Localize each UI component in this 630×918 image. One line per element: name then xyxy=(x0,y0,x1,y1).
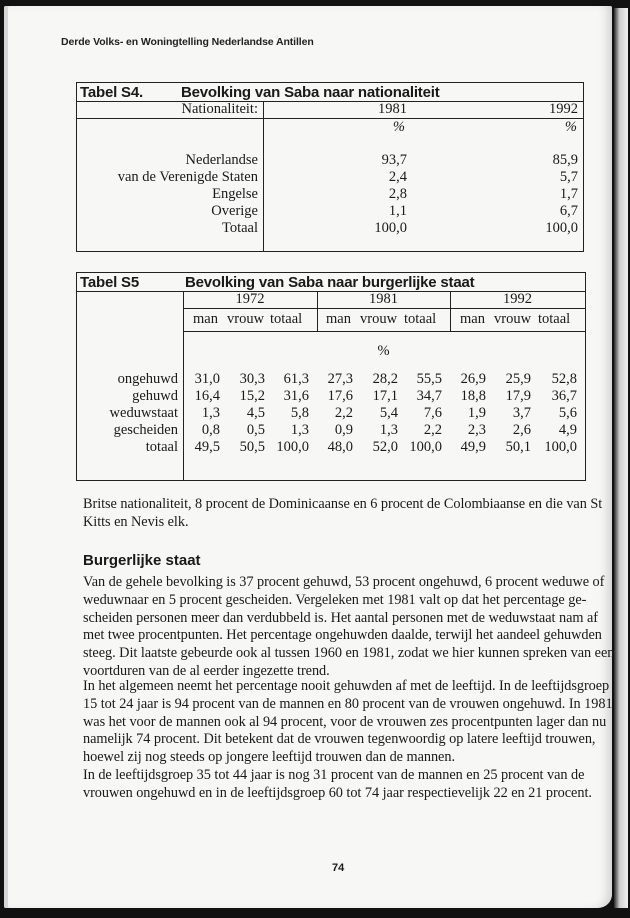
cell: 5,7 xyxy=(559,169,578,185)
row-label: van de Verenigde Staten xyxy=(117,169,258,185)
cell: 18,8 xyxy=(460,388,486,404)
row-label: Nederlandse xyxy=(185,152,258,168)
cell: 4,9 xyxy=(558,422,577,438)
running-head: Derde Volks- en Woningtelling Nederlandse Antillen xyxy=(61,36,314,48)
cell: 2,6 xyxy=(512,422,531,438)
subcol-vrouw: vrouw xyxy=(227,311,265,327)
text-line: Britse nationaliteit, 8 procent de Dominicaanse en 6 procent de Colombiaanse en die van St xyxy=(83,496,603,512)
table-s5-title: Bevolking van Saba naar burgerlijke staat xyxy=(185,274,475,291)
row-label: gescheiden xyxy=(113,422,178,438)
cell: 7,6 xyxy=(423,405,442,421)
subcol-man: man xyxy=(193,311,218,327)
table-s4-col-1992: 1992 xyxy=(549,101,578,117)
table-s4-unit-1992: % xyxy=(564,119,577,135)
row-label: Engelse xyxy=(212,186,258,202)
cell: 15,2 xyxy=(239,388,265,404)
cell: 1,3 xyxy=(379,422,398,438)
cell: 2,2 xyxy=(334,405,353,421)
row-label: ongehuwd xyxy=(117,371,178,387)
text-line: In het algemeen neemt het percentage nooit gehuwden af met de leeftijd. In de leeftijdsgroep xyxy=(83,678,610,694)
table-s4-row-header: Nationaliteit: xyxy=(181,101,258,117)
subcol-vrouw: vrouw xyxy=(494,311,532,327)
text-line: was het voor de mannen ook al 94 procent, voor de vrouwen zes procentpunten lager dan nu xyxy=(83,713,607,730)
row-label: Totaal xyxy=(221,220,258,236)
table-s5-year-1981: 1981 xyxy=(369,291,398,307)
subcol-man: man xyxy=(460,311,485,327)
row-label: totaal xyxy=(145,439,178,455)
subcol-totaal: totaal xyxy=(404,311,437,327)
cell: 100,0 xyxy=(276,439,309,455)
cell: 27,3 xyxy=(327,371,353,387)
cell: 30,3 xyxy=(239,371,265,387)
text-line: scheiden personen meer dan verdubbeld is. Het aantal personen met de weduwstaat nam af xyxy=(83,609,598,626)
cell: 0,8 xyxy=(201,422,220,438)
table-s5-year-1972: 1972 xyxy=(235,291,265,307)
text-line: Van de gehele bevolking is 37 procent gehuwd, 53 procent ongehuwd, 6 procent weduwe of xyxy=(83,574,605,590)
cell: 5,6 xyxy=(558,405,577,421)
cell: 28,2 xyxy=(372,371,398,387)
cell: 2,2 xyxy=(423,422,442,438)
text-line: In de leeftijdsgroep 35 tot 44 jaar is nog 31 procent van de mannen en 25 procent van de xyxy=(83,766,585,783)
cell: 31,0 xyxy=(194,371,220,387)
row-label: Overige xyxy=(211,203,258,219)
text-line: voortduren van de al eerder ingezette trend. xyxy=(83,662,330,679)
book-edge xyxy=(614,8,628,908)
text-line: weduwnaar en 5 procent gescheiden. Vergeleken met 1981 valt op dat het percentage ge- xyxy=(83,591,587,608)
cell: 0,9 xyxy=(334,422,353,438)
text-line: hoewel zij nog steeds op jongere leeftijd trouwen dan de mannen. xyxy=(83,749,455,766)
table-s4-col-1981: 1981 xyxy=(378,101,407,117)
cell: 5,8 xyxy=(290,405,309,421)
cell: 4,5 xyxy=(246,405,265,421)
intro-paragraph xyxy=(83,496,603,532)
cell: 2,4 xyxy=(388,169,407,185)
section-heading: Burgerlijke staat xyxy=(83,552,201,569)
table-s5-label: Tabel S5 xyxy=(80,274,139,291)
cell: 1,1 xyxy=(388,203,407,219)
row-label: gehuwd xyxy=(132,388,178,404)
cell: 17,6 xyxy=(327,388,353,404)
cell: 0,5 xyxy=(246,422,265,438)
cell: 31,6 xyxy=(283,388,309,404)
cell: 52,0 xyxy=(372,439,398,455)
cell: 2,8 xyxy=(388,186,407,202)
cell: 1,7 xyxy=(559,186,578,202)
cell: 17,1 xyxy=(372,388,398,404)
cell: 17,9 xyxy=(505,388,531,404)
page-number: 74 xyxy=(332,862,345,874)
cell: 100,0 xyxy=(374,220,407,236)
table-s4-unit-1981: % xyxy=(392,119,405,135)
row-label: weduwstaat xyxy=(109,405,178,421)
cell: 85,9 xyxy=(552,152,578,168)
cell: 6,7 xyxy=(559,203,578,219)
table-s4-title: Bevolking van Saba naar nationaliteit xyxy=(181,84,440,101)
cell: 50,5 xyxy=(239,439,265,455)
cell: 2,3 xyxy=(467,422,486,438)
cell: 48,0 xyxy=(327,439,353,455)
cell: 49,5 xyxy=(194,439,220,455)
cell: 1,9 xyxy=(467,405,486,421)
paragraph-2 xyxy=(83,678,613,803)
cell: 3,7 xyxy=(512,405,531,421)
cell: 100,0 xyxy=(545,220,578,236)
text-line: Kitts en Nevis elk. xyxy=(83,513,189,530)
cell: 49,9 xyxy=(460,439,486,455)
cell: 16,4 xyxy=(194,388,220,404)
table-s4-label: Tabel S4. xyxy=(80,84,143,101)
table-s5-year-1992: 1992 xyxy=(503,291,532,307)
table-s5-unit: % xyxy=(377,343,390,359)
subcol-totaal: totaal xyxy=(270,311,303,327)
table-s5 xyxy=(76,272,586,481)
table-s4 xyxy=(76,82,584,252)
cell: 55,5 xyxy=(416,371,442,387)
cell: 1,3 xyxy=(290,422,309,438)
cell: 100,0 xyxy=(544,439,577,455)
subcol-totaal: totaal xyxy=(538,311,571,327)
cell: 5,4 xyxy=(379,405,398,421)
text-line: namelijk 74 procent. Dit betekent dat de vrouwen tegenwoordig op latere leeftijd trouwen, xyxy=(83,731,596,748)
cell: 34,7 xyxy=(416,388,442,404)
cell: 93,7 xyxy=(381,152,407,168)
text-line: vrouwen ongehuwd en in de leeftijdsgroep 60 tot 74 jaar respectievelijk 22 en 21 procent. xyxy=(83,784,592,801)
cell: 100,0 xyxy=(409,439,442,455)
cell: 61,3 xyxy=(283,371,309,387)
cell: 50,1 xyxy=(505,439,531,455)
cell: 26,9 xyxy=(460,371,486,387)
subcol-vrouw: vrouw xyxy=(360,311,398,327)
cell: 1,3 xyxy=(201,405,220,421)
document-page xyxy=(4,6,615,908)
text-line: met twee procentpunten. Het percentage ongehuwden daalde, terwijl het aandeel gehuwden xyxy=(83,627,602,644)
text-line: 15 tot 24 jaar is 94 procent van de mannen en 80 procent van de vrouwen ongehuwd. In 1981 xyxy=(83,695,613,712)
paragraph-1 xyxy=(83,574,615,681)
text-line: steeg. Dit laatste gebeurde ook al tussen 1960 en 1981, zodat we hier kunnen spreken van een xyxy=(83,645,615,662)
cell: 25,9 xyxy=(505,371,531,387)
cell: 52,8 xyxy=(551,371,577,387)
cell: 36,7 xyxy=(551,388,577,404)
subcol-man: man xyxy=(326,311,351,327)
